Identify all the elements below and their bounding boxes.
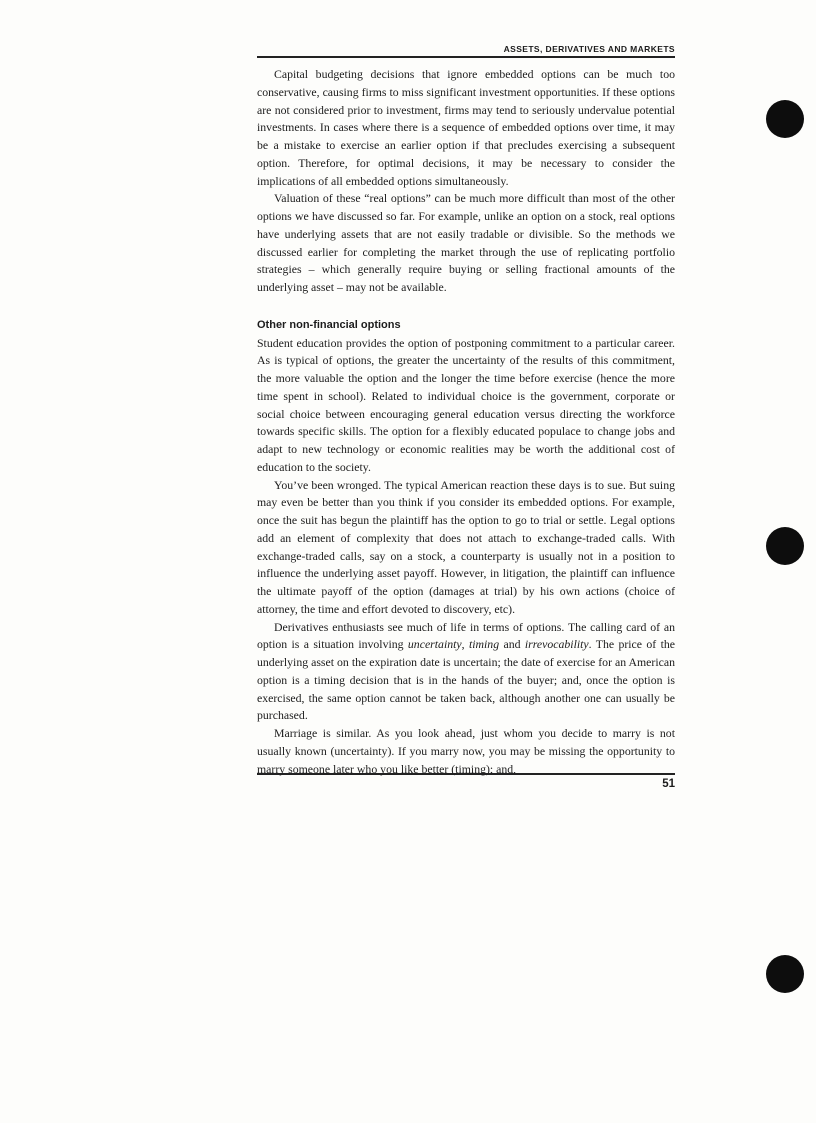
footer-rule: [257, 773, 675, 775]
binder-hole-icon: [766, 527, 804, 565]
paragraph: Marriage is similar. As you look ahead, just whom you decide to marry is not usually known (uncertainty). If you marry now, you may be missing the opportunity to marry someone later who you like better (timing); and,: [257, 726, 675, 776]
page-number: 51: [662, 778, 675, 790]
emphasis-timing: timing: [468, 637, 500, 652]
text-run: and: [499, 637, 525, 652]
paragraph: [257, 619, 675, 726]
paragraph: Valuation of these “real options” can be much more difficult than most of the other options we have discussed so far. For example, unlike an option on a stock, real options have underlying assets that are not easily tradable or divisible. So the methods we discussed earlier for completing the market through the use of replicating portfolio strategies – which generally require buying or selling fractional amounts of the underlying asset – may not be available.: [257, 191, 675, 294]
emphasis-uncertainty: uncertainty: [407, 637, 462, 652]
paragraph: Student education provides the option of postponing commitment to a particular career. As is typical of options, the greater the uncertainty of the results of this commitment, the more valuable the option and the longer the time before exercise (hence the more time spent in school). Related to individual choice is the government, corporate or social choice between encouraging general education versus directing the workforce towards specific skills. The option for a flexibly educated populace to change jobs and adapt to new technology or economic realities may be worth the additional cost of education to the society.: [257, 335, 675, 474]
page-body: [257, 66, 675, 778]
section-heading: Other non-financial options: [257, 318, 401, 331]
paragraph: Capital budgeting decisions that ignore embedded options can be much too conservative, causing firms to miss significant investment opportunities. If these options are not considered prior to investment, firms may tend to seriously undervalue potential investments. In cases where there is a sequence of embedded options over time, it may be a mistake to exercise an earlier option if that precludes exercising a subsequent option. Therefore, for optimal decisions, it may be necessary to consider the implications of all embedded options simultaneously.: [257, 67, 675, 188]
running-header: ASSETS, DERIVATIVES AND MARKETS: [257, 44, 675, 58]
binder-hole-icon: [766, 100, 804, 138]
emphasis-irrevocability: irrevocability: [524, 637, 589, 652]
text-run: Derivatives enthusiasts see much of life in terms of options. The calling card of an option is a situation involving: [257, 619, 675, 652]
text-run: . The price of the underlying asset on the expiration date is uncertain; the date of exercise for an American option is a timing decision that is in the hands of the buyer; and, once the option is exercised, the same option cannot be taken back, although another one can usually be purchased.: [257, 637, 675, 723]
paragraph: You’ve been wronged. The typical American reaction these days is to sue. But suing may even be better than you think if you consider its embedded options. For example, once the suit has begun the plaintiff has the option to go to trial or settle. Legal options add an element of complexity that does not attach to exchange-traded calls. With exchange-traded calls, say on a stock, a counterparty is usually not in a position to influence the underlying asset payoff. However, in litigation, the plaintiff can influence the ultimate payoff of the option (damages at trial) by his own actions (choice of attorney, the time and effort devoted to discovery, etc).: [257, 477, 675, 616]
binder-hole-icon: [766, 955, 804, 993]
text-run: ,: [461, 637, 469, 652]
